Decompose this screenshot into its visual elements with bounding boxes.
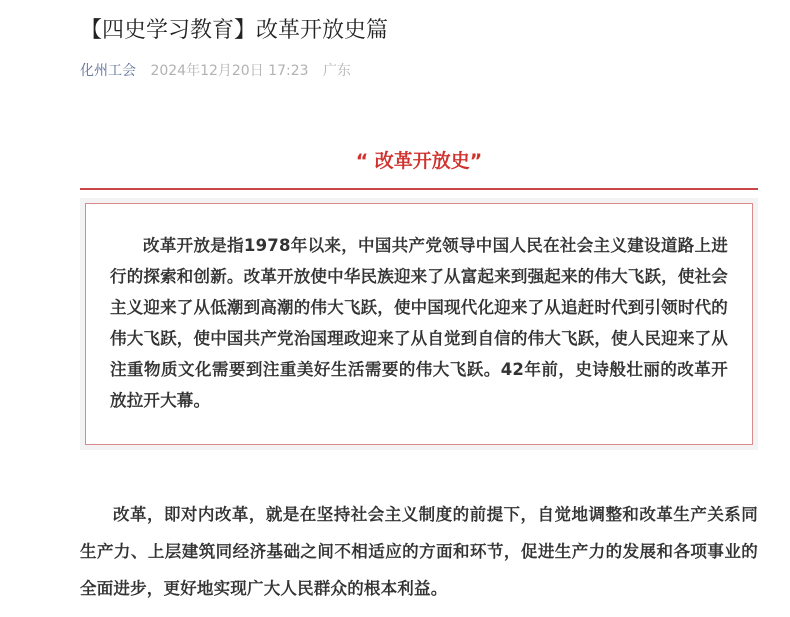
article-meta xyxy=(80,60,351,82)
quote-box xyxy=(80,198,758,450)
publish-date: 2024年12月20日 17:23 xyxy=(150,63,309,79)
body-paragraph: 改革，即对内改革，就是在坚持社会主义制度的前提下，自觉地调整和改革生产关系同生产力、上层建筑同经济基础之间不相适应的方面和环节，促进生产力的发展和各项事业的全面进步，更好地实现广大人民群众的根本利益。 xyxy=(80,505,758,598)
publish-location: 广东 xyxy=(322,63,351,79)
quote-box-inner xyxy=(85,203,753,445)
quote-paragraph: 改革开放是指1978年以来，中国共产党领导中国人民在社会主义建设道路上进行的探索和创新。改革开放使中华民族迎来了从富起来到强起来的伟大飞跃，使社会主义迎来了从低潮到高潮的伟大飞跃，使中国现代化迎来了从追赶时代到引领时代的伟大飞跃，使中国共产党治国理政迎来了从自觉到自信的伟大飞跃，使人民迎来了从注重物质文化需要到注重美好生活需要的伟大飞跃。42年前，史诗般壮丽的改革开放拉开大幕。 xyxy=(110,236,728,410)
article-title: 【四史学习教育】改革开放史篇 xyxy=(80,18,389,43)
account-name-link[interactable]: 化州工会 xyxy=(80,63,136,79)
section-divider xyxy=(80,188,758,190)
section-heading: “ 改革开放史” xyxy=(355,150,483,172)
